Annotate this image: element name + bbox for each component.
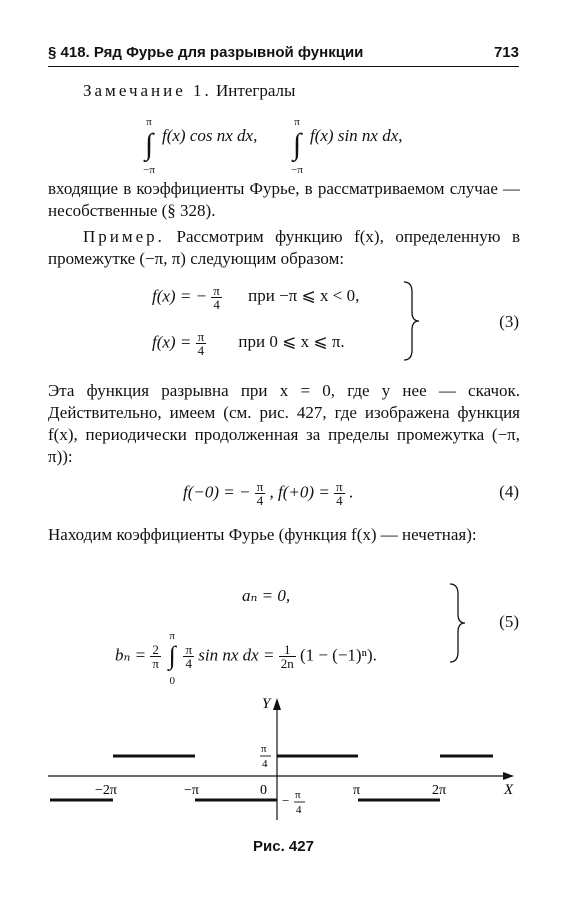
level-label-negative [282,789,305,816]
svg-text:−: − [282,793,290,808]
y-axis-arrow [273,698,281,710]
remark-lead: Интегралы [216,81,296,100]
running-header [48,44,519,66]
tick-2pi: 2π [432,783,447,798]
eq3-row-2: f(x) = $\frac{\pi}{4}$ при 0 ⩽ x ⩽ π. [152,329,345,358]
paragraph-discontinuity: Эта функция разрывна при x = 0, где у нее — скачок. Действительно, имеем (см. рис. 427, где изображена функция f(x), периодически продолженная за пределы промежутка (−π, π)): [48,381,520,466]
eq5-integral-sign: π ∫ 0 [168,630,176,687]
x-axis-arrow [503,772,514,780]
eq5-fraction-2: $\frac{\pi}{4}$ [185,642,193,671]
tick-zero: 0 [260,783,267,798]
eq5-an: aₙ = 0, [242,586,291,605]
integral-sign-1: π ∫ −π [143,116,155,176]
page-number: 713 [493,44,519,61]
eq4-fraction-2: $\frac{\pi}{4}$ [336,479,343,508]
example-heading: Пример. [83,227,165,246]
eq4-fraction-1: $\frac{\pi}{4}$ [256,479,264,508]
section-title: § 418. Ряд Фурье для разрывной функции [48,44,364,61]
example-paragraph [48,226,520,270]
example-text: Рассмотрим функцию f(x), определенную в промежутке (−π, π) следующим образом: [48,227,520,268]
eq3-brace [400,280,422,362]
svg-text:4: 4 [262,758,268,770]
svg-text:π: π [261,743,267,755]
eq5-bn: bₙ = $\frac{2}{\pi}$ π ∫ 0 $\frac{\pi}{4}$ sin nx dx = $\frac{1}{2n}$ (1 − (−1)ⁿ). [115,624,377,689]
eq5-fraction-1: $\frac{2}{\pi}$ [152,642,159,671]
svg-text:4: 4 [296,804,302,816]
figure-caption: Рис. 427 [253,838,314,855]
remark-line [83,80,520,102]
tick-minus-2pi: −2π [95,783,117,798]
eq3-row-1-fraction: $\frac{\pi}{4}$ [213,283,220,312]
integral-2-body: f(x) sin nx dx, [310,126,403,145]
tick-pi: π [353,783,361,798]
eq3-number: (3) [499,312,519,331]
eq5-number: (5) [499,612,519,631]
eq4-number: (4) [499,482,519,501]
integral-sign-2: π ∫ −π [291,116,303,176]
remark-heading: Замечание 1. [83,81,212,100]
y-axis-label: Y [262,696,271,712]
eq5-fraction-3: $\frac{1}{2n}$ [280,642,294,671]
tick-minus-pi: −π [184,783,199,798]
level-label-positive [260,743,271,770]
header-rule [48,66,519,67]
eq4: f(−0) = − $\frac{\pi}{4}$ , f(+0) = $\frac{\pi}{4}$ . [183,479,354,508]
eq3-row-1: f(x) = − $\frac{\pi}{4}$ при −π ⩽ x < 0, [152,283,360,312]
integral-1-body: f(x) cos nx dx, [162,126,258,145]
figure-427 [48,690,528,825]
eq3-row-2-fraction: $\frac{\pi}{4}$ [197,329,205,358]
svg-text:π: π [295,789,301,801]
x-axis-label: X [504,782,514,798]
eq5-brace [446,582,468,664]
remark-text: входящие в коэффициенты Фурье, в рассматриваемом случае — несобственные (§ 328). [48,179,520,220]
paragraph-coefficients: Находим коэффициенты Фурье (функция f(x) — нечетная): [48,525,477,544]
